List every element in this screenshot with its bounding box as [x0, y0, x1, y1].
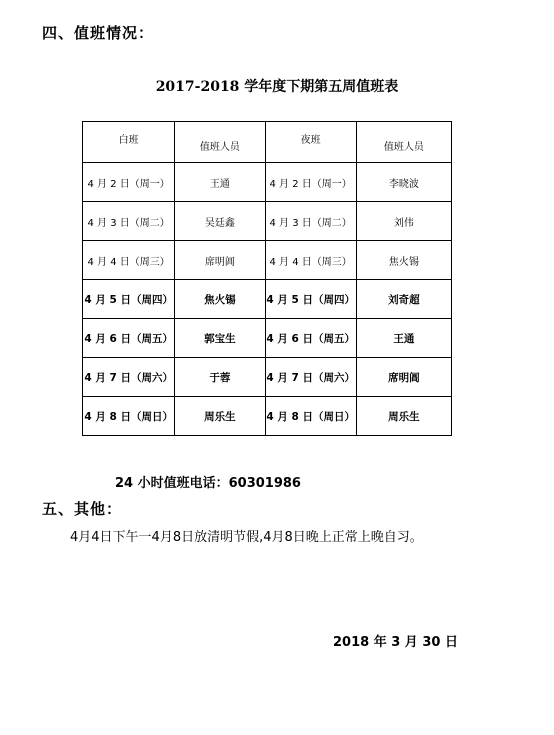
day-date-cell: 4 月 4 日（周三） [83, 241, 175, 280]
duty-table [82, 121, 452, 436]
day-person-cell: 郭宝生 [175, 319, 265, 358]
night-person-cell: 席明阊 [356, 358, 451, 397]
holiday-note: 4月4日下午一4月8日放清明节假,4月8日晚上正常上晚自习。 [70, 530, 423, 545]
header-night-shift: 夜班 [265, 122, 356, 163]
night-date-cell: 4 月 8 日（周日） [265, 397, 356, 436]
night-person-cell: 刘伟 [356, 202, 451, 241]
day-person-cell: 焦火锡 [175, 280, 265, 319]
day-date-cell: 4 月 8 日（周日） [83, 397, 175, 436]
day-person-cell: 席明阊 [175, 241, 265, 280]
day-person-cell: 于蓉 [175, 358, 265, 397]
document-date: 2018 年 3 月 30 日 [333, 635, 458, 650]
night-date-cell: 4 月 6 日（周五） [265, 319, 356, 358]
night-date-cell: 4 月 4 日（周三） [265, 241, 356, 280]
night-date-cell: 4 月 3 日（周二） [265, 202, 356, 241]
night-date-cell: 4 月 2 日（周一） [265, 163, 356, 202]
night-date-cell: 4 月 7 日（周六） [265, 358, 356, 397]
day-date-cell: 4 月 3 日（周二） [83, 202, 175, 241]
day-date-cell: 4 月 7 日（周六） [83, 358, 175, 397]
table-row [83, 319, 452, 358]
table-row [83, 241, 452, 280]
table-header-row [83, 122, 452, 163]
table-row [83, 280, 452, 319]
table-row [83, 202, 452, 241]
day-person-cell: 周乐生 [175, 397, 265, 436]
table-row [83, 397, 452, 436]
day-date-cell: 4 月 2 日（周一） [83, 163, 175, 202]
night-person-cell: 李晓波 [356, 163, 451, 202]
day-person-cell: 吴廷鑫 [175, 202, 265, 241]
day-date-cell: 4 月 6 日（周五） [83, 319, 175, 358]
header-day-staff: 值班人员 [175, 122, 265, 163]
night-person-cell: 刘奇超 [356, 280, 451, 319]
night-person-cell: 焦火锡 [356, 241, 451, 280]
table-row [83, 163, 452, 202]
table-title: 2017-2018 学年度下期第五周值班表 [155, 79, 399, 95]
night-date-cell: 4 月 5 日（周四） [265, 280, 356, 319]
section-heading-other: 五、其他： [42, 500, 123, 518]
hotline-text: 24 小时值班电话：60301986 [115, 476, 301, 491]
night-person-cell: 周乐生 [356, 397, 451, 436]
day-person-cell: 王通 [175, 163, 265, 202]
table-row [83, 358, 452, 397]
day-date-cell: 4 月 5 日（周四） [83, 280, 175, 319]
night-person-cell: 王通 [356, 319, 451, 358]
section-heading-duty: 四、值班情况： [42, 24, 155, 42]
header-day-shift: 白班 [83, 122, 175, 163]
header-night-staff: 值班人员 [356, 122, 451, 163]
